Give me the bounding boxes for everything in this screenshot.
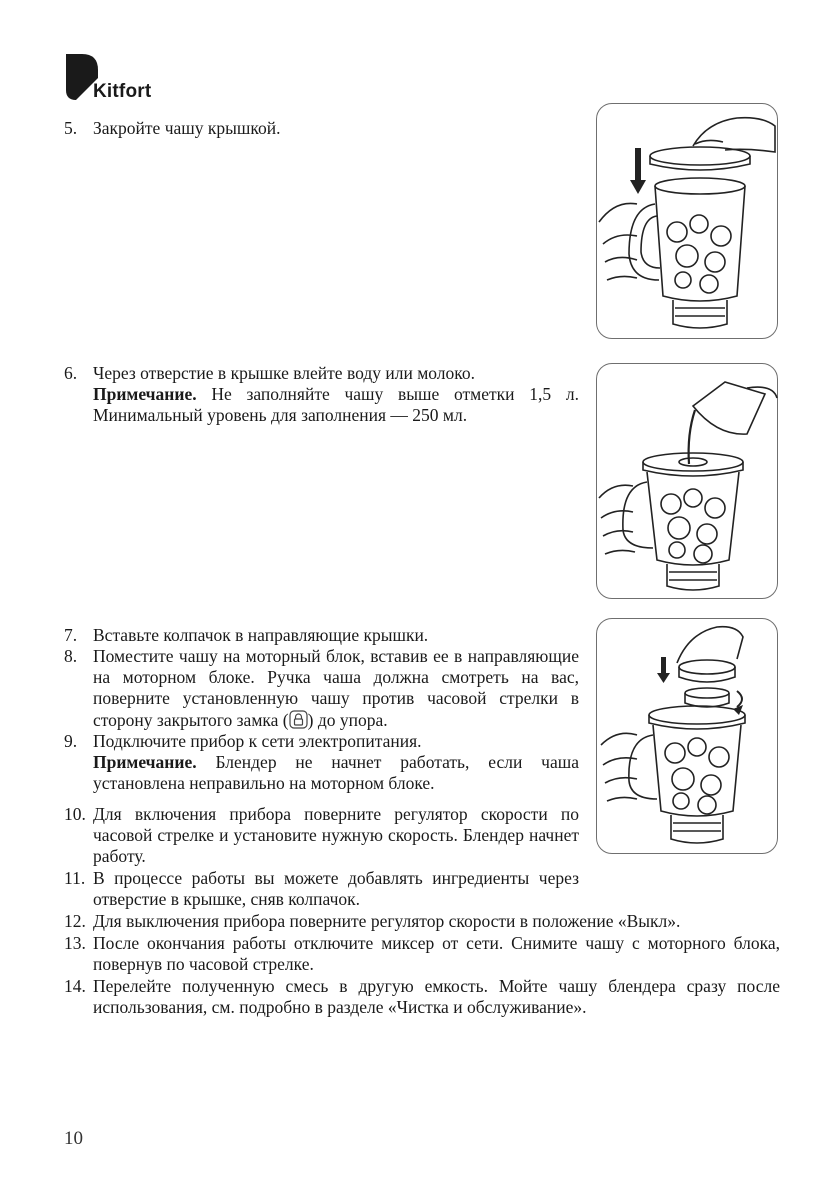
- step-text-before: Поместите чашу на моторный блок, вставив ее в направляющие на моторном блоке. Ручка чаша должна смотреть на вас, поверните установленную чашу против часовой стрелки в сторону закрытого замка (: [93, 646, 579, 730]
- step-13: [64, 933, 780, 975]
- blender-close-lid-illustration: [596, 103, 778, 339]
- step-number: 14.: [64, 976, 86, 996]
- step-text-after: ) до упора.: [307, 709, 388, 730]
- step-text: Вставьте колпачок в направляющие крышки.: [93, 625, 429, 645]
- step-text: [64, 731, 579, 795]
- step-text: После окончания работы отключите миксер от сети. Снимите чашу с моторного блока, повернув по часовой стрелке.: [93, 933, 780, 975]
- step-number: 11.: [64, 868, 86, 888]
- step-instruction: Подключите прибор к сети электропитания.: [93, 731, 422, 751]
- note-label: Примечание.: [93, 384, 197, 405]
- blender-insert-cap-icon: [597, 619, 779, 855]
- step-instruction: Через отверстие в крышке влейте воду или молоко.: [93, 363, 476, 383]
- closed-lock-icon: [289, 710, 308, 729]
- step-14: [64, 976, 780, 1018]
- kitfort-logo: [64, 52, 174, 102]
- step-5: [64, 118, 579, 139]
- step-text: Закройте чашу крышкой.: [93, 118, 281, 138]
- step-6: [64, 363, 579, 427]
- step-number: 6.: [64, 363, 78, 383]
- step-text: Для выключения прибора поверните регулятор скорости в положение «Выкл».: [93, 911, 681, 931]
- step-9: [64, 731, 579, 795]
- blender-close-lid-icon: [597, 104, 779, 340]
- page-number: 10: [64, 1128, 83, 1149]
- brand-name: Kitfort: [93, 81, 152, 102]
- step-8: [64, 646, 579, 731]
- step-number: 5.: [64, 118, 78, 138]
- step-text: [64, 363, 579, 427]
- step-number: 9.: [64, 731, 78, 751]
- step-number: 8.: [64, 646, 78, 666]
- step-7: [64, 625, 579, 646]
- step-number: 13.: [64, 933, 86, 953]
- note-text: Не заполняйте чашу выше отметки 1,5 л. Минимальный уровень для заполнения — 250 мл.: [93, 384, 579, 426]
- step-text: Для включения прибора поверните регулятор скорости по часовой стрелке и установите нужную скорость. Блендер начнет работу.: [93, 804, 579, 867]
- step-text: Перелейте полученную смесь в другую емкость. Мойте чашу блендера сразу после использования, см. подробно в разделе «Чистка и обслуживание».: [93, 976, 780, 1018]
- blender-pour-liquid-illustration: [596, 363, 778, 599]
- step-11: [64, 868, 579, 910]
- blender-insert-cap-illustration: [596, 618, 778, 854]
- step-text: В процессе работы вы можете добавлять ингредиенты через отверстие в крышке, сняв колпачок.: [93, 868, 579, 910]
- step-text: [64, 646, 579, 731]
- step-number: 12.: [64, 911, 86, 931]
- step-10: [64, 804, 579, 868]
- step-12: [64, 911, 780, 932]
- note-text: Блендер не начнет работать, если чаша установлена неправильно на моторном блоке.: [93, 752, 579, 794]
- blender-pour-liquid-icon: [597, 364, 779, 600]
- note-label: Примечание.: [93, 752, 197, 773]
- step-number: 10.: [64, 804, 86, 824]
- step-number: 7.: [64, 625, 78, 645]
